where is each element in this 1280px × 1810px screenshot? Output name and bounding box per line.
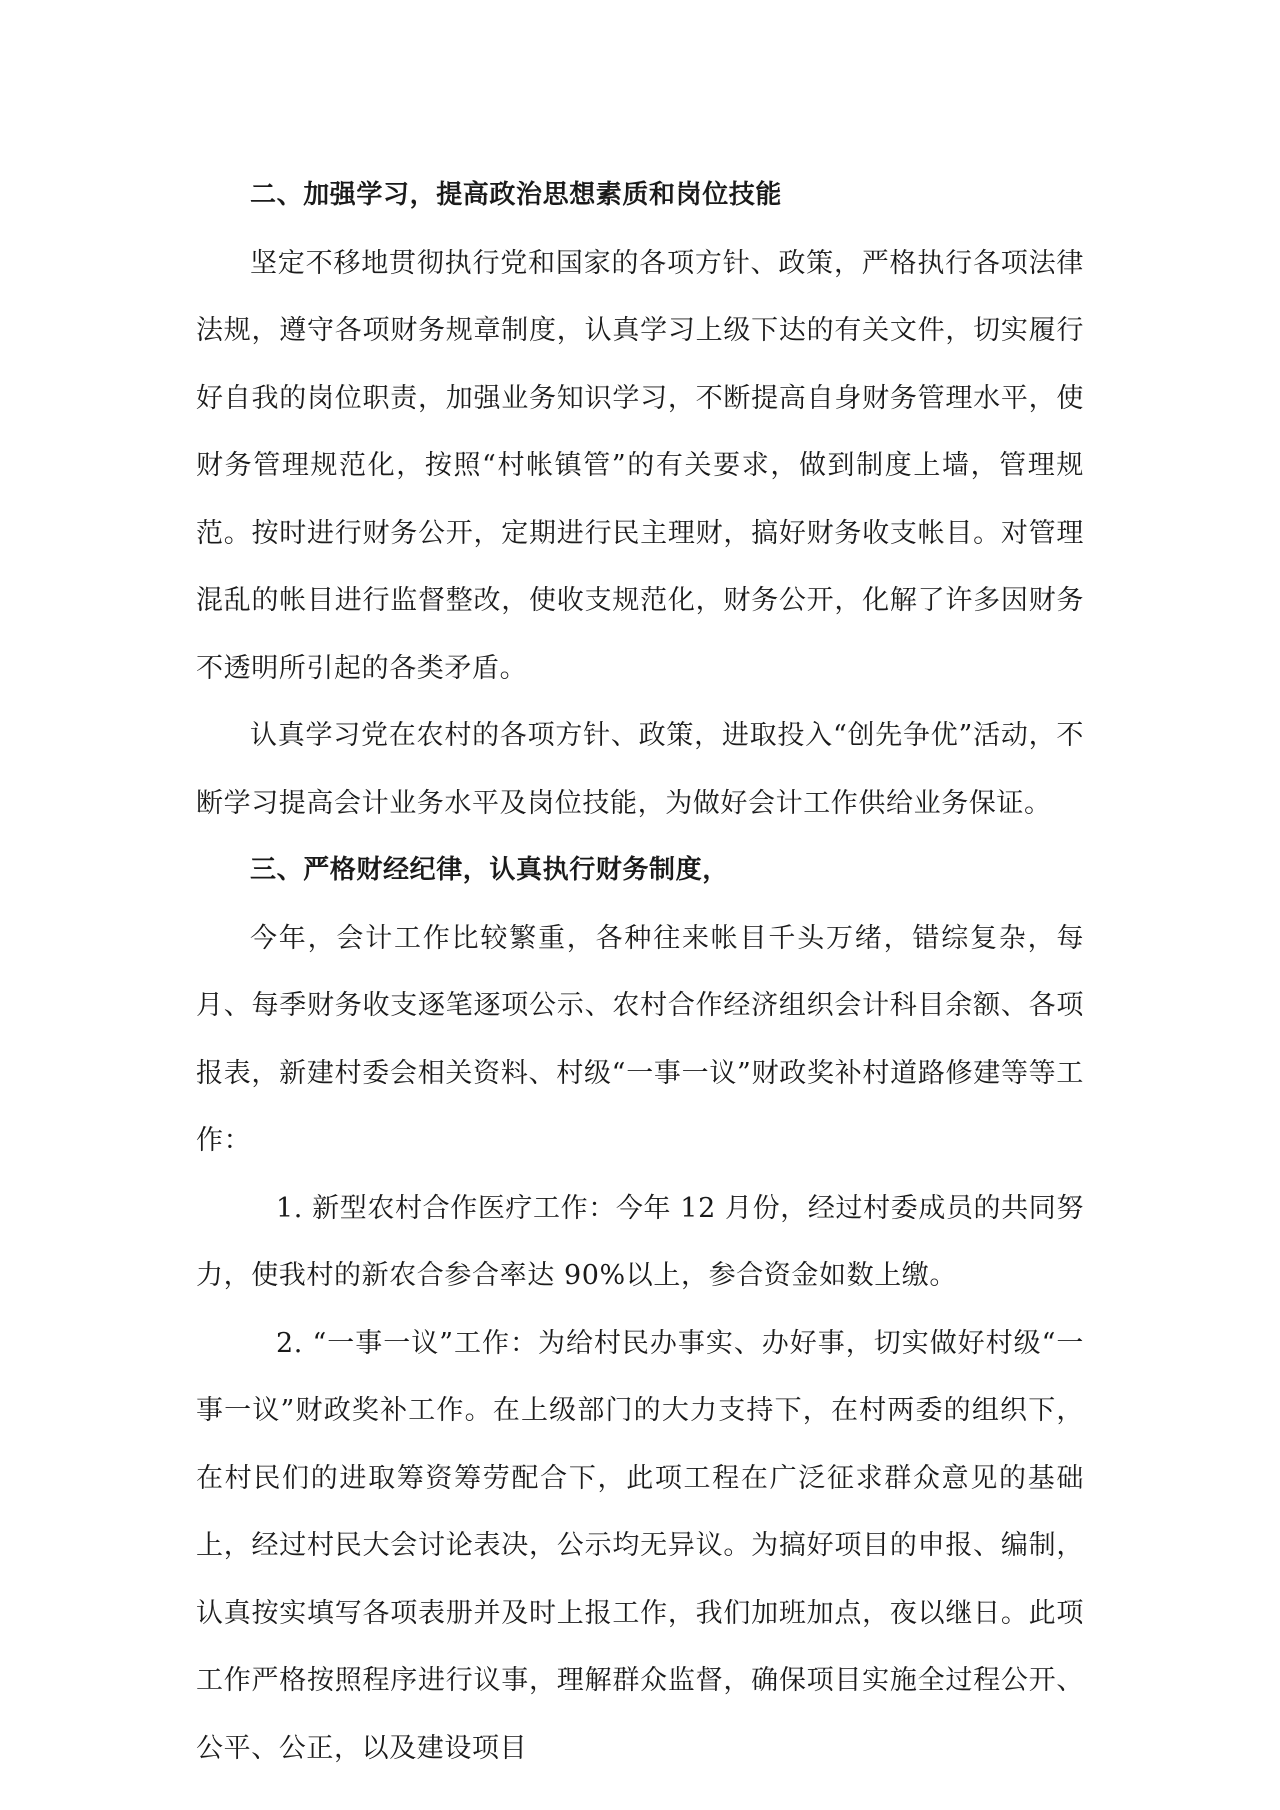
section-heading-3: 三、严格财经纪律，认真执行财务制度，: [250, 855, 729, 885]
list-item-1: 1. 新型农村合作医疗工作：今年 12 月份，经过村委成员的共同努力，使我村的新农合参合率达 90%以上，参合资金如数上缴。: [196, 1192, 1084, 1291]
paragraph-2: 认真学习党在农村的各项方针、政策，进取投入“创先争优”活动，不断学习提高会计业务水平及岗位技能，为做好会计工作供给业务保证。: [196, 720, 1084, 819]
paragraph-1: 坚定不移地贯彻执行党和国家的各项方针、政策，严格执行各项法律法规，遵守各项财务规章制度，认真学习上级下达的有关文件，切实履行好自我的岗位职责，加强业务知识学习，不断提高自身财务管理水平，使财务管理规范化，按照“村帐镇管”的有关要求，做到制度上墙，管理规范。按时进行财务公开，定期进行民主理财，搞好财务收支帐目。对管理混乱的帐目进行监督整改，使收支规范化，财务公开，化解了许多因财务不透明所引起的各类矛盾。: [196, 247, 1084, 684]
document-body: [196, 162, 1084, 1782]
paragraph-3: 今年，会计工作比较繁重，各种往来帐目千头万绪，错综复杂，每月、每季财务收支逐笔逐项公示、农村合作经济组织会计科目余额、各项报表，新建村委会相关资料、村级“一事一议”财政奖补村道路修建等等工作：: [196, 922, 1084, 1156]
section-heading-2: 二、加强学习，提高政治思想素质和岗位技能: [250, 180, 783, 210]
list-item-2: 2. “一事一议”工作：为给村民办事实、办好事，切实做好村级“一事一议”财政奖补工作。在上级部门的大力支持下，在村两委的组织下，在村民们的进取筹资筹劳配合下，此项工程在广泛征求群众意见的基础上，经过村民大会讨论表决，公示均无异议。为搞好项目的申报、编制，认真按实填写各项表册并及时上报工作，我们加班加点，夜以继日。此项工作严格按照程序进行议事，理解群众监督，确保项目实施全过程公开、公平、公正，以及建设项目: [196, 1327, 1084, 1764]
